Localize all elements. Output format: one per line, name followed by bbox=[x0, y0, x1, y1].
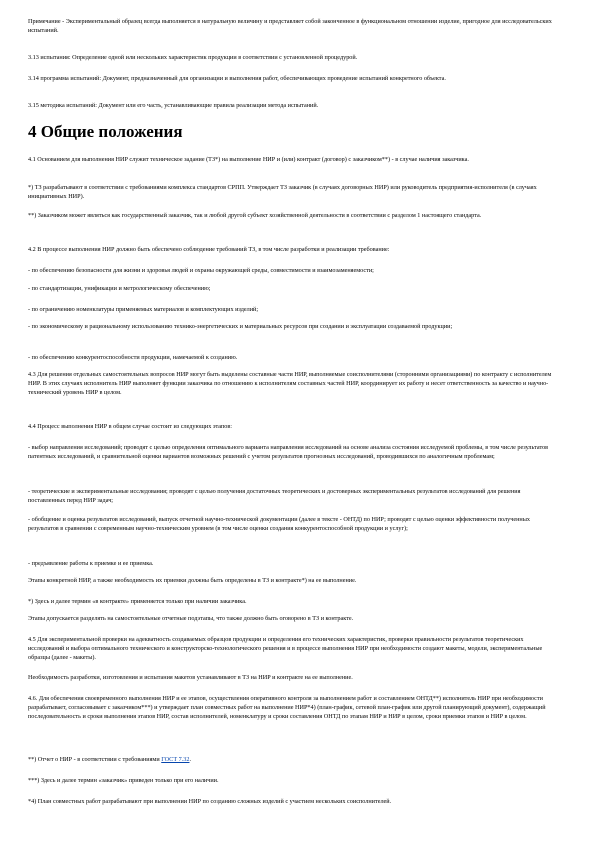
note-paragraph: Примечание - Экспериментальный образец всегда выполняется в натуральную величину и представляет собой законченное в функциональном отношении изделие, пригодное для исследовательских испытаний. bbox=[28, 18, 552, 35]
clause-4-2: 4.2 В процессе выполнения НИР должно быть обеспечено соблюдение требований ТЗ, в том числе разработки и реализации требование: bbox=[28, 246, 390, 253]
mockups-paragraph: Необходимость разработки, изготовления и испытания макетов устанавливают в ТЗ на НИР и контракте на ее выполнение. bbox=[28, 674, 353, 681]
footnote-report bbox=[28, 755, 558, 764]
footnote-tz: *) ТЗ разрабатывают в соответствии с требованиями комплекса стандартов СРПП. Утверждает ТЗ заказчик (в случаях договорных НИР) или руководитель предприятия-исполнителя (в случаях инициативных НИР). bbox=[28, 184, 537, 201]
gost-7-32-link[interactable]: ГОСТ 7.32 bbox=[161, 756, 190, 763]
list-item: - по стандартизации, унификации и метрологическому обеспечению; bbox=[28, 285, 211, 292]
list-item: - обобщение и оценка результатов исследований, выпуск отчетной научно-технической документации (далее в тексте - ОНТД) по НИР; проводят с целью оценки эффективности полученных результатов в сравнении с современным научно-техническим уровнем (в том числе оценки создания конкурентоспособной продукции и услуг); bbox=[28, 516, 530, 533]
list-item: - по обеспечению безопасности для жизни и здоровья людей и охраны окружающей среды, совместимости и взаимозаменяемости; bbox=[28, 267, 374, 274]
substages-paragraph: Этапы допускается разделять на самостоятельные отчетные подэтапы, что также должно быть оговорено в ТЗ и контракте. bbox=[28, 615, 354, 622]
list-item: - по ограничению номенклатуры применяемых материалов и комплектующих изделий; bbox=[28, 306, 259, 313]
definition-3-15: 3.15 методика испытаний: Документ или его часть, устанавливающие правила реализации метода испытаний. bbox=[28, 102, 319, 109]
stages-paragraph: Этапы конкретной НИР, а также необходимость их приемки должны быть определены в ТЗ и контракте*) на ее выполнение. bbox=[28, 577, 357, 584]
section-heading: 4 Общие положения bbox=[28, 122, 183, 141]
footnote-report-end: . bbox=[189, 756, 192, 763]
list-item: - предъявление работы к приемке и ее приемка. bbox=[28, 560, 154, 567]
list-item: - по обеспечению конкурентоспособности продукции, намечаемой к созданию. bbox=[28, 354, 238, 361]
footnote-report-text: **) Отчет о НИР - в соответствии с требованиями bbox=[28, 756, 162, 763]
clause-4-5: 4.5 Для экспериментальной проверки на адекватность создаваемых образцов продукции и определения его технических характеристик, проверки правильности результатов теоретических исследований и выбора оптимального технического и конструкторско-технологического решения и в процессе выполнения НИР при необходимости создают макеты, модели, экспериментальные образцы (далее - макеты). bbox=[28, 636, 543, 662]
clause-4-3: 4.3 Для решения отдельных самостоятельных вопросов НИР могут быть выделены составные части НИР, выполняемые соисполнителями (сторонними организациями) по контракту с исполнителем НИР. В этих случаях исполнитель НИР выполняет функции заказчика по отношению к исполнителям составных частей НИР, координирует их работу и несет ответственность за качество и научно-технический уровень НИР в целом. bbox=[28, 371, 552, 397]
list-item: - теоретические и экспериментальные исследования; проводят с целью получения достаточных теоретических и достоверных экспериментальных результатов исследований для решения поставленных перед НИР задач; bbox=[28, 488, 521, 505]
footnote-contract: *) Здесь и далее термин «в контракте» применяется только при наличии заказчика. bbox=[28, 598, 247, 605]
footnote-joint-plan: *4) План совместных работ разрабатывают при выполнении НИР по созданию сложных изделий с участием нескольких соисполнителей. bbox=[28, 798, 392, 805]
clause-4-4: 4.4 Процесс выполнения НИР в общем случае состоит из следующих этапов: bbox=[28, 423, 232, 430]
list-item: - выбор направления исследований; проводят с целью определения оптимального варианта направления исследований на основе анализа состояния исследуемой проблемы, в том числе результатов патентных исследований, и сравнительной оценки вариантов возможных решений с учетом результатов прогнозных исследований, проводившихся по аналогичным проблемам; bbox=[28, 444, 549, 461]
footnote-customer: **) Заказчиком может являться как государственный заказчик, так и любой другой субъект хозяйственной деятельности в соответствии с разделом 1 настоящего стандарта. bbox=[28, 212, 482, 219]
clause-4-6: 4.6. Для обеспечения своевременного выполнения НИР и ее этапов, осуществления оперативного контроля за выполнением работ и составлением ОНТД**) исполнитель НИР при необходимости разрабатывает, согласовывает с заказчиком***) и утверждает план совместных работ на выполнение НИР*4) (план-график, сетевой план-график или другой планирующий документ), содержащий последовательность и сроки выполнения этапов НИР, состав исполнителей, номенклатуру и сроки составления ОНТД по этапам НИР и НИР в целом, сроки приемки этапов и НИР в целом. bbox=[28, 695, 546, 721]
definition-3-14: 3.14 программа испытаний: Документ, предназначенный для организации и выполнения работ, обеспечивающих проведение испытаний конкретного объекта. bbox=[28, 75, 446, 82]
footnote-customer-term: ***) Здесь и далее термин «заказчик» приведен только при его наличии. bbox=[28, 777, 219, 784]
clause-4-1: 4.1 Основанием для выполнения НИР служит техническое задание (ТЗ*) на выполнение НИР и (или) контракт (договор) с заказчиком**) - в случае наличия заказчика. bbox=[28, 156, 469, 163]
list-item: - по экономическому и рациональному использованию технико-энергетических и материальных ресурсов при создании и эксплуатации создаваемой продукции; bbox=[28, 323, 453, 330]
definition-3-13: 3.13 испытания: Определение одной или нескольких характеристик продукции в соответствии с установленной процедурой. bbox=[28, 54, 358, 61]
